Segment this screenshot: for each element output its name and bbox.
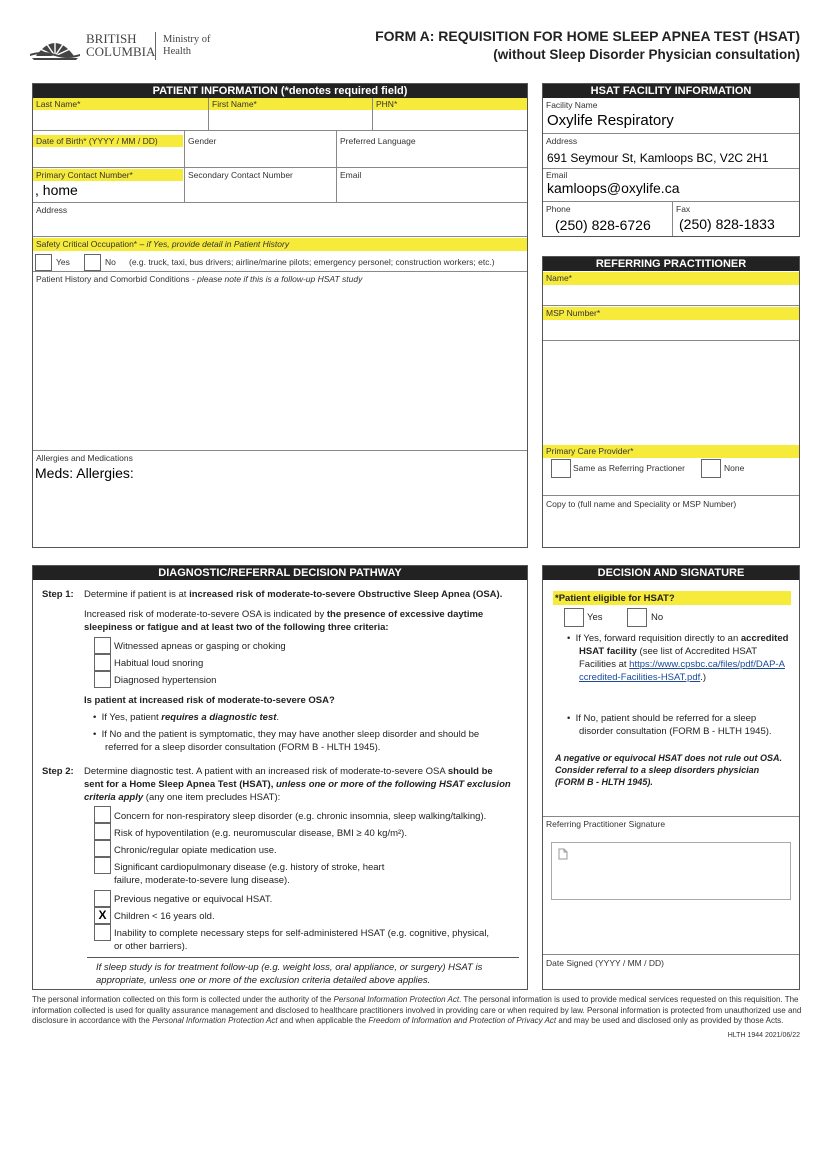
exclusion-1: Concern for non-respiratory sleep disorder (e.g. chronic insomnia, sleep walking/talking). (114, 811, 487, 822)
form-title: FORM A: REQUISITION FOR HOME SLEEP APNEA TEST (HSAT) (375, 28, 800, 44)
history-label: Patient History and Comorbid Conditions (36, 274, 190, 284)
first-name-label: First Name* (212, 99, 257, 109)
history-note: - please note if this is a follow-up HSAT study (189, 274, 363, 284)
decision-header: DECISION AND SIGNATURE (543, 566, 799, 580)
facility-section (542, 83, 800, 237)
secondary-contact-label: Secondary Contact Number (188, 170, 293, 180)
facility-fax-field[interactable]: (250) 828-1833 (679, 216, 775, 232)
facility-header: HSAT FACILITY INFORMATION (543, 84, 799, 98)
exclusion-checkbox-1[interactable] (94, 806, 111, 823)
step1-intro: Determine if patient is at (84, 589, 190, 600)
language-label: Preferred Language (340, 136, 416, 146)
logo-line2: COLUMBIA (86, 44, 156, 59)
safety-yes-checkbox[interactable] (35, 254, 52, 271)
exclusion-checkbox-5[interactable] (94, 890, 111, 907)
pcp-none-label: None (724, 463, 745, 473)
copy-to-label: Copy to (full name and Speciality or MSP Number) (546, 499, 737, 509)
phn-label: PHN* (376, 99, 398, 109)
step2-label: Step 2: (42, 766, 74, 777)
email-label: Email (340, 170, 362, 180)
facility-email-label: Email (546, 170, 568, 180)
safety-note: – if Yes, provide detail in Patient History (137, 239, 290, 249)
dob-field[interactable] (33, 148, 184, 167)
form-code: HLTH 1944 2021/06/22 (727, 1032, 800, 1039)
referring-header: REFERRING PRACTITIONER (543, 257, 799, 271)
criteria-2: Habitual loud snoring (114, 658, 204, 669)
date-signed-label: Date Signed (YYYY / MM / DD) (546, 958, 664, 968)
sun-logo-icon (30, 30, 80, 62)
date-signed-field[interactable] (543, 970, 799, 989)
exclusion-3: Chronic/regular opiate medication use. (114, 845, 277, 856)
facility-phone-field[interactable]: (250) 828-6726 (555, 217, 651, 233)
pathway-header: DIAGNOSTIC/REFERRAL DECISION PATHWAY (33, 566, 527, 580)
form-subtitle: (without Sleep Disorder Physician consultation) (493, 47, 800, 62)
exclusion-checkbox-6[interactable]: X (94, 907, 111, 924)
logo-line1: BRITISH (86, 31, 137, 46)
step1-text-bold: the presence of excessive daytime sleepiness or fatigue and at least two of the following three criteria: (84, 609, 484, 633)
ministry-line1: Ministry of (163, 34, 211, 45)
gender-field[interactable] (185, 148, 336, 167)
safety-no-label: No (105, 257, 116, 267)
pathway-footnote: If sleep study is for treatment follow-up (e.g. weight loss, oral appliance, or surgery) HSAT is appropriate, unless one or more of the exclusion criteria detailed above applies. (96, 962, 483, 986)
primary-contact-label: Primary Contact Number* (36, 170, 133, 180)
facility-address-field[interactable]: 691 Seymour St, Kamloops BC, V2C 2H1 (547, 151, 769, 165)
if-yes-bold: requires a diagnostic test (161, 712, 277, 723)
msp-label: MSP Number* (546, 308, 601, 318)
step1-intro-bold: increased risk of moderate-to-severe Obstructive Sleep Apnea (OSA). (189, 589, 503, 600)
criteria-checkbox-1[interactable] (94, 637, 111, 654)
pcp-label: Primary Care Provider* (546, 446, 634, 456)
primary-contact-field[interactable]: , home (35, 182, 78, 198)
bc-logo (30, 28, 215, 64)
facility-name-label: Facility Name (546, 100, 598, 110)
safety-examples: (e.g. truck, taxi, bus drivers; airline/marine pilots; emergency personel; construction workers; etc.) (129, 257, 495, 267)
patient-email-field[interactable] (337, 182, 527, 201)
risk-question: Is patient at increased risk of moderate-to-severe OSA? (84, 695, 335, 706)
step1-label: Step 1: (42, 589, 74, 600)
signature-field[interactable] (551, 842, 791, 900)
phn-field[interactable] (373, 110, 527, 130)
referring-name-field[interactable] (543, 285, 799, 305)
broken-image-icon (558, 848, 568, 860)
last-name-label: Last Name* (36, 99, 81, 109)
secondary-contact-field[interactable] (185, 182, 336, 201)
facility-fax-label: Fax (676, 204, 691, 214)
decision-section: DECISION AND SIGNATURE *Patient eligible for HSAT? Yes No • If Yes, forward requisition directly to an accredited HSAT facility (see list of Accredited HSAT Facilities at https://www.cpsbc.ca/files/pdf/DAP-Accredited-Facilities-HSAT.pdf.) • If No, patient should be referred for a sleep disorder consultation (FORM B - HLTH 1945). A negative or equivocal HSAT does not rule out OSA. Consider referral to a sleep disorders physician (FORM B - HLTH 1945). Referring Practitioner Signature Date Signed (YYYY / MM / DD) (542, 565, 800, 990)
language-field[interactable] (337, 148, 527, 167)
decision-if-no: If No, patient should be referred for a sleep disorder consultation (FORM B - HLTH 1945). (575, 713, 772, 737)
criteria-checkbox-2[interactable] (94, 654, 111, 671)
exclusion-7: Inability to complete necessary steps for self-administered HSAT (e.g. cognitive, physical, or other barriers). (114, 928, 490, 952)
safety-yes-label: Yes (56, 257, 70, 267)
safety-no-checkbox[interactable] (84, 254, 101, 271)
referring-details-field[interactable] (543, 341, 799, 445)
facility-address-label: Address (546, 136, 578, 146)
exclusion-checkbox-3[interactable] (94, 840, 111, 857)
pcp-same-label: Same as Referring Practioner (573, 463, 685, 473)
step1-text: Increased risk of moderate-to-severe OSA is indicated by (84, 609, 327, 620)
facility-name-field[interactable]: Oxylife Respiratory (547, 112, 674, 129)
pcp-same-checkbox[interactable] (551, 459, 571, 478)
eligible-no-label: No (651, 612, 664, 623)
patient-info-section (32, 83, 528, 548)
exclusion-5: Previous negative or equivocal HSAT. (114, 894, 273, 905)
safety-label: Safety Critical Occupation* (36, 239, 138, 249)
exclusion-checkbox-7[interactable] (94, 924, 111, 941)
copy-to-field[interactable] (543, 511, 799, 547)
address-label: Address (36, 205, 68, 215)
accredited-facility-text: accredited HSAT facility (579, 633, 789, 657)
exclusion-checkbox-4[interactable] (94, 857, 111, 874)
criteria-checkbox-3[interactable] (94, 671, 111, 688)
dob-label: Date of Birth* (YYYY / MM / DD) (36, 136, 158, 146)
allergies-field[interactable]: Meds: Allergies: (35, 465, 134, 481)
gender-label: Gender (188, 136, 217, 146)
if-yes-text: If Yes, patient (101, 712, 162, 723)
eligible-yes-checkbox[interactable] (564, 608, 584, 627)
patient-info-header: PATIENT INFORMATION (*denotes required field) (33, 84, 527, 98)
last-name-field[interactable] (33, 110, 208, 130)
accredited-facilities-link[interactable]: https://www.cpsbc.ca/files/pdf/DAP-Accredited-Facilities-HSAT.pdf (579, 659, 785, 683)
ministry-line2: Health (163, 46, 191, 57)
msp-field[interactable] (543, 320, 799, 340)
history-field[interactable] (33, 286, 527, 450)
first-name-field[interactable] (209, 110, 372, 130)
patient-address-field[interactable] (33, 217, 527, 236)
exclusion-6: Children < 16 years old. (114, 911, 215, 922)
criteria-3: Diagnosed hypertension (114, 675, 217, 686)
signature-label: Referring Practitioner Signature (546, 819, 666, 829)
privacy-disclaimer: The personal information collected on this form is collected under the authority of the Personal Information Protection Act. The personal information is used to provide medical services requested on this requisition. The information collected is used for quality assurance management and disclosed to healthcare practitioners involved in providing care or when required by law. Personal information is protected from unauthorized use and disclosure in accordance with the Personal Information Protection Act and when applicable the Freedom of Information and Protection of Privacy Act and may be used and disclosed only as provided by those Acts. (32, 995, 802, 1025)
referring-section (542, 256, 800, 548)
pathway-section: DIAGNOSTIC/REFERRAL DECISION PATHWAY Step 1: Determine if patient is at increased risk of moderate-to-severe Obstructive Sleep Apnea (OSA). Increased risk of moderate-to-severe OSA is indicated by the presence of excessive daytime sleepiness or fatigue and at least two of the following three criteria: Witnessed apneas or gasping or choking Habitual loud snoring Diagnosed hypertension Is patient at increased risk of moderate-to-severe OSA? • If Yes, patient requires a diagnostic test. • If No and the patient is symptomatic, they may have another sleep disorder and should be referred for a sleep disorder consultation (FORM B - HLTH 1945). Step 2: Determine diagnostic test. A patient with an increased risk of moderate-to-severe OSA should be sent for a Home Sleep Apnea Test (HSAT), unless one or more of the following HSAT exclusion criteria apply (any one item precludes HSAT): Concern for non-respiratory sleep disorder (e.g. chronic insomnia, sleep walking/talking). Risk of hypoventilation (e.g. neuromuscular disease, BMI ≥ 40 kg/m²). Chronic/regular opiate medication use. Significant cardiopulmonary disease (e.g. history of stroke, heart failure, moderate-to-severe lung disease). Previous negative or equivocal HSAT. X Children < 16 years old. Inability to complete necessary steps for self-administered HSAT (e.g. cognitive, physical, or other barriers). If sleep study is for treatment follow-up (e.g. weight loss, oral appliance, or surgery) HSAT is appropriate, unless one or more of the exclusion criteria detailed above applies. (32, 565, 528, 990)
decision-note: A negative or equivocal HSAT does not rule out OSA. Consider referral to a sleep disorders physician (FORM B - HLTH 1945). (555, 753, 783, 787)
exclusion-checkbox-2[interactable] (94, 823, 111, 840)
if-no-text: If No and the patient is symptomatic, they may have another sleep disorder and should be referred for a sleep disorder consultation (FORM B - HLTH 1945). (101, 729, 480, 753)
eligible-no-checkbox[interactable] (627, 608, 647, 627)
step2-text: Determine diagnostic test. A patient with an increased risk of moderate-to-severe OSA (84, 766, 448, 777)
exclusion-2: Risk of hypoventilation (e.g. neuromuscular disease, BMI ≥ 40 kg/m²). (114, 828, 407, 839)
pcp-none-checkbox[interactable] (701, 459, 721, 478)
criteria-1: Witnessed apneas or gasping or choking (114, 641, 286, 652)
eligible-label: *Patient eligible for HSAT? (555, 593, 675, 604)
exclusion-4: Significant cardiopulmonary disease (e.g. history of stroke, heart failure, moderate-to-severe lung disease). (114, 862, 385, 886)
eligible-yes-label: Yes (587, 612, 603, 623)
referring-name-label: Name* (546, 273, 572, 283)
allergies-label: Allergies and Medications (36, 453, 133, 463)
facility-phone-label: Phone (546, 204, 571, 214)
facility-email-field[interactable]: kamloops@oxylife.ca (547, 180, 680, 196)
